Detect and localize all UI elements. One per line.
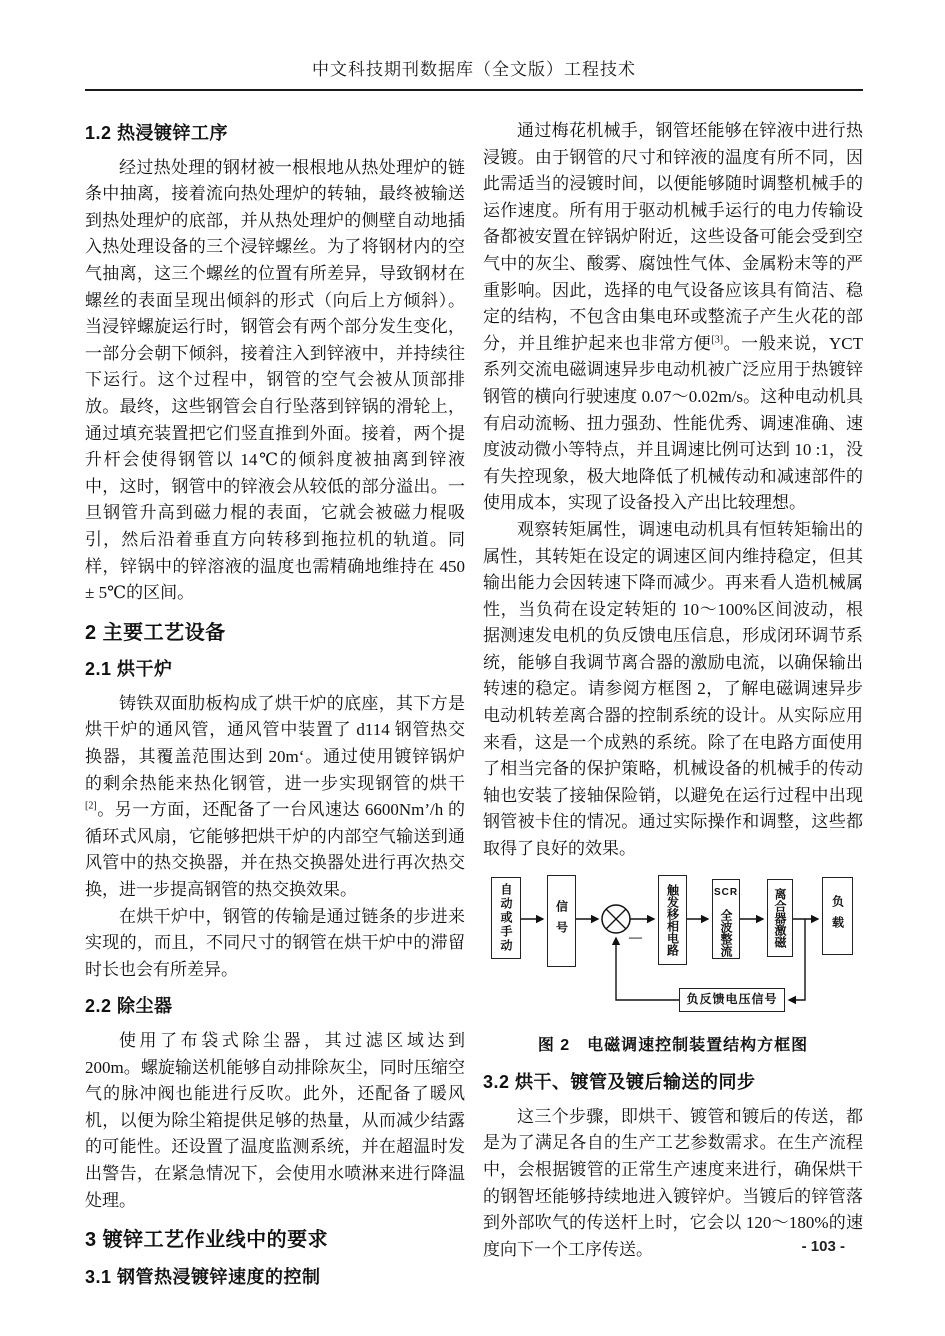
heading-section-1-2: 1.2 热浸镀锌工序 xyxy=(85,123,229,143)
paragraph-r1 xyxy=(483,118,863,517)
diagram-box-scr-rectifier xyxy=(712,879,740,959)
paragraph-text: 。另一方面，还配备了一台风速达 6600Nm’/h 的循环式风扇，它能够把烘干炉的内部空气输送到通风管中的热交换器，并在热交换器处进行再次热交换，进一步提高钢管的热交换效果。 xyxy=(85,800,465,900)
diagram-box-label: 离合器激磁 xyxy=(773,887,787,948)
figure-2-caption: 图 2 电磁调速控制装置结构方框图 xyxy=(537,1036,809,1054)
left-column xyxy=(85,118,465,1298)
paragraph-2-1-a xyxy=(85,691,465,904)
citation-ref-2: [2] xyxy=(85,800,97,812)
two-column-body xyxy=(85,118,863,1298)
paragraph-2-1-b xyxy=(85,904,465,984)
diagram-box-source xyxy=(491,877,521,959)
heading-section-3-2: 3.2 烘干、镀管及镀后输送的同步 xyxy=(483,1072,756,1093)
paragraph-text: 经过热处理的钢材被一根根地从热处理炉的链条中抽离，接着流向热处理炉的转轴，最终被输送到热处理炉的底部，并从热处理炉的侧壁自动地插入热处理设备的三个浸锌螺丝。为了将钢材内的空气抽离，这三个螺丝的位置有所差异，导致钢材在螺丝的表面呈现出倾斜的形式（向后上方倾斜）。当浸锌螺旋运行时，钢管会有两个部分发生变化，一部分会朝下倾斜，接着注入到锌液中，并持续往下运行。这个过程中，钢管的空气会被从顶部排放。最终，这些钢管会自行坠落到锌锅的滑轮上，通过填充装置把它们竖直推到外面。接着，两个提升杆会使得钢管以 14℃的倾斜度被抽离到锌液中，这时，钢管中的锌液会从较低的部分溢出。一旦钢管升高到磁力棍的表面，它就会被磁力棍吸引，然后沿着垂直方向转移到拖拉机的轨道。同样，锌锅中的锌溶液的温度也需精确地维持在 450 ± 5℃的区间。 xyxy=(85,157,465,603)
heading-section-2-2: 2.2 除尘器 xyxy=(85,996,173,1017)
minus-feedback-sign: — xyxy=(629,928,642,944)
header-divider xyxy=(85,89,863,91)
diagram-box-label: 信号 xyxy=(554,899,569,942)
paragraph-text: 铸铁双面肋板构成了烘干炉的底座，其下方是烘干炉的通风管，通风管中装置了 d114 钢管热交换器，其覆盖范围达到 20m‘。通过使用镀锌锅炉的剩余热能来热化钢管，进一步实现钢管的烘干 xyxy=(85,693,465,793)
diagram-box-load xyxy=(822,877,853,955)
paragraph-text: 观察转矩属性，调速电动机具有恒转矩输出的属性，其转矩在设定的调速区间内维持稳定，但其输出能力会因转速下降而减少。再来看人造机械属性，当负荷在设定转矩的 10～100%区间波动，根据测速发电机的负反馈电压信息，形成闭环调节系统，能够自我调节离合器的激励电流，以确保输出转速的稳定。请参阅方框图 2，了解电磁调速异步电动机转差离合器的控制系统的设计。从实际应用来看，这是一个成熟的系统。除了在电路方面使用了相当完备的保护策略，机械设备的机械手的传动轴也安装了接轴保险销，以避免在运行过程中出现钢管被卡住的情况。通过实际操作和调整，这些都取得了良好的效果。 xyxy=(483,519,863,859)
paragraph-text: 在烘干炉中，钢管的传输是通过链条的步进来实现的，而且，不同尺寸的钢管在烘干炉中的滞留时长也会有所差异。 xyxy=(85,906,465,979)
citation-ref-3: [3] xyxy=(711,334,724,346)
figure-2 xyxy=(483,871,863,1060)
heading-section-2-1: 2.1 烘干炉 xyxy=(85,659,173,680)
diagram-box-label: 负反馈电压信号 xyxy=(686,992,778,1007)
heading-chapter-3: 3 镀锌工艺作业线中的要求 xyxy=(85,1229,329,1252)
diagram-box-label-scr: SCR xyxy=(713,887,739,899)
paragraph-2-2 xyxy=(85,1028,465,1214)
paragraph-1-2 xyxy=(85,155,465,607)
page-header xyxy=(85,55,863,91)
heading-section-3-1: 3.1 钢管热浸镀锌速度的控制 xyxy=(85,1266,321,1287)
diagram-box-label: 触发移相电路 xyxy=(665,883,680,956)
right-column xyxy=(483,118,863,1298)
paragraph-r2 xyxy=(483,517,863,863)
paragraph-text: 通过梅花机械手，钢管坯能够在锌液中进行热浸镀。由于钢管的尺寸和锌液的温度有所不同，因此需适当的浸镀时间，以便能够随时调整机械手的运作速度。所有用于驱动机械手运行的电力传输设备都被安置在锌锅炉附近，这些设备可能会受到空气中的灰尘、酸雾、腐蚀性气体、金属粉末等的严重影响。因此，选择的电气设备应该具有简洁、稳定的结构，不包含由集电环或整流子产生火花的部分，并且维护起来也非常方便 xyxy=(483,121,863,353)
paragraph-text: 使用了布袋式除尘器，其过滤区域达到 200m。螺旋输送机能够自动排除灰尘，同时压缩空气的脉冲阀也能进行反吹。此外，还配备了暖风机，以便为除尘箱提供足够的热量，从而减少结露的可能性。还设置了温度监测系统，并在超温时发出警告，在紧急情况下，会使用水喷淋来进行降温处理。 xyxy=(85,1031,465,1210)
page-number: - 103 - xyxy=(801,1238,845,1255)
paragraph-text: 。一般来说，YCT 系列交流电磁调速异步电动机被广泛应用于热镀锌钢管的横向行驶速度 0.07～0.02m/s。这种电动机具有启动流畅、扭力强劲、性能优秀、调速准确、速度波动微小等特点，并且调速比例可达到 10 :1，没有失控现象，极大地降低了机械传动和减速部件的使用成本，实现了设备投入产出比较理想。 xyxy=(483,333,864,513)
diagram-box-label: 自动或手动 xyxy=(499,882,513,953)
diagram-box-feedback xyxy=(679,988,785,1012)
diagram-box-label: 全波整流 xyxy=(719,908,733,957)
journal-header-title: 中文科技期刊数据库（全文版）工程技术 xyxy=(312,60,636,79)
heading-chapter-2: 2 主要工艺设备 xyxy=(85,621,226,644)
diagram-box-trigger-circuit xyxy=(658,875,687,965)
diagram-box-label: 负载 xyxy=(830,894,845,937)
page-content xyxy=(85,55,863,1298)
diagram-box-signal xyxy=(547,875,576,967)
paragraph-text: 这三个步骤，即烘干、镀管和镀后的传送，都是为了满足各自的生产工艺参数需求。在生产流程中，会根据镀管的正常生产速度来进行，确保烘干的钢智坯能够持续地进入镀锌炉。当镀后的锌管落到外部吹气的传送杆上时，它会以 120～180%的速度向下一个工序传送。 xyxy=(483,1106,863,1259)
block-diagram xyxy=(483,871,863,1023)
diagram-box-clutch-excitation xyxy=(767,879,793,957)
